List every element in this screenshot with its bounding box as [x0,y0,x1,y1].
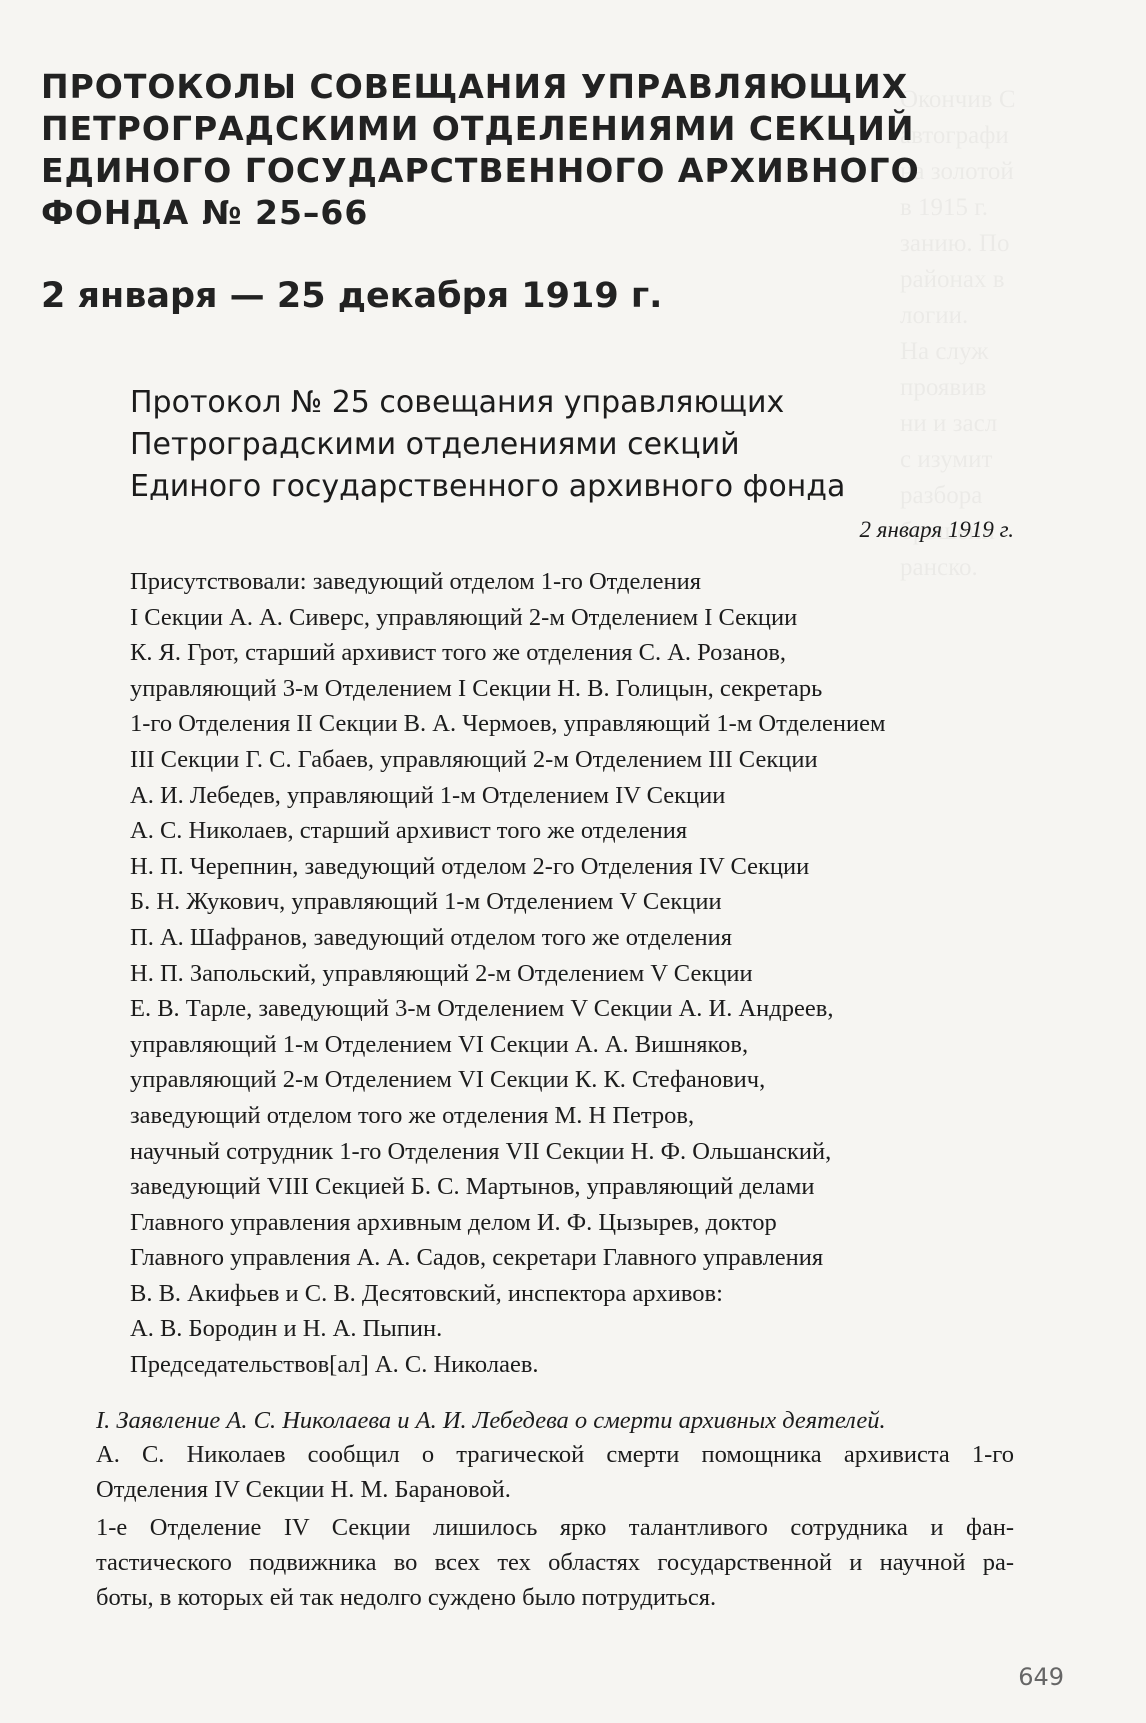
attendees-list [130,564,886,1383]
attendees-line: А. С. Николаев, старший архивист того же отделения [130,817,688,845]
attendees-line: 1-го Отделения II Секции В. А. Чермоев, управляющий 1-м Отделением [130,710,886,738]
attendees-line: А. И. Лебедев, управляющий 1-м Отделением IV Секции [130,781,726,809]
attendees-line: управляющий 2-м Отделением VI Секции К. К. Стефанович, [130,1066,766,1094]
running-title-line: ЕДИНОГО ГОСУДАРСТВЕННОГО АРХИВНОГО [41,151,920,190]
paragraph-2 [96,1510,1014,1615]
paragraph-1 [96,1437,1014,1507]
paragraph-line: 1-е Отделение IV Секции лишилось ярко талантливого сотрудника и фан- [96,1514,1014,1541]
section-heading: I. Заявление А. С. Николаева и А. И. Лебедева о смерти архивных деятелей. [96,1407,886,1434]
date-range: 2 января — 25 декабря 1919 г. [41,276,663,316]
attendees-line: Главного управления архивным делом И. Ф. Цызырев, доктор [130,1208,777,1236]
page-number: 649 [1018,1663,1064,1691]
attendees-line: научный сотрудник 1-го Отделения VII Секции Н. Ф. Ольшанский, [130,1137,832,1165]
attendees-line: К. Я. Грот, старший архивист того же отделения С. А. Розанов, [130,639,787,667]
attendees-line: Н. П. Черепнин, заведующий отделом 2-го Отделения IV Секции [130,852,810,880]
attendees-line: В. В. Акифьев и С. В. Десятовский, инспектора архивов: [130,1279,723,1307]
protocol-title-line: Единого государственного архивного фонда [130,469,846,504]
attendees-line: Присутствовали: заведующий отделом 1-го Отделения [130,568,701,595]
running-title-line: ПРОТОКОЛЫ СОВЕЩАНИЯ УПРАВЛЯЮЩИХ [41,67,909,106]
paragraph-line: Отделения IV Секции Н. М. Барановой. [96,1476,511,1503]
protocol-title-line: Протокол № 25 совещания управляющих [130,385,785,420]
attendees-line: Б. Н. Жукович, управляющий 1-м Отделением V Секции [130,888,722,916]
running-title-line: ФОНДА № 25–66 [41,193,369,232]
attendees-line: П. А. Шафранов, заведующий отделом того же отделения [130,923,732,951]
attendees-line: А. В. Бородин и Н. А. Пыпин. [130,1315,443,1343]
paragraph-line: тастического подвижника во всех тех областях государственной и научной ра- [96,1549,1014,1576]
protocol-title-line: Петроградскими отделениями секций [130,427,740,462]
attendees-line: заведующий VIII Секцией Б. С. Мартынов, управляющий делами [130,1173,815,1201]
paragraph-line: боты, в которых ей так недолго суждено было потрудиться. [96,1584,717,1611]
attendees-line: управляющий 1-м Отделением VI Секции А. А. Вишняков, [130,1030,749,1058]
attendees-line: Н. П. Запольский, управляющий 2-м Отделением V Секции [130,959,753,987]
attendees-line: управляющий 3-м Отделением I Секции Н. В. Голицын, секретарь [130,674,823,702]
running-title-line: ПЕТРОГРАДСКИМИ ОТДЕЛЕНИЯМИ СЕКЦИЙ [41,109,915,148]
attendees-line: I Секции А. А. Сиверс, управляющий 2-м Отделением I Секции [130,603,798,631]
paragraph-line: А. С. Николаев сообщил о трагической смерти помощника архивиста 1-го [96,1441,1014,1468]
running-title [41,66,920,234]
bleed-through-text [900,82,1140,586]
attendees-line: Е. В. Тарле, заведующий 3-м Отделением V Секции А. И. Андреев, [130,995,834,1023]
attendees-line: III Секции Г. С. Габаев, управляющий 2-м Отделением III Секции [130,745,818,773]
protocol-date: 2 января 1919 г. [859,517,1014,542]
attendees-line: Главного управления А. А. Садов, секретари Главного управления [130,1244,824,1272]
protocol-title [130,382,845,508]
attendees-line: заведующий отделом того же отделения М. Н Петров, [130,1101,695,1129]
attendees-line: Председательствов[ал] А. С. Николаев. [130,1351,539,1379]
